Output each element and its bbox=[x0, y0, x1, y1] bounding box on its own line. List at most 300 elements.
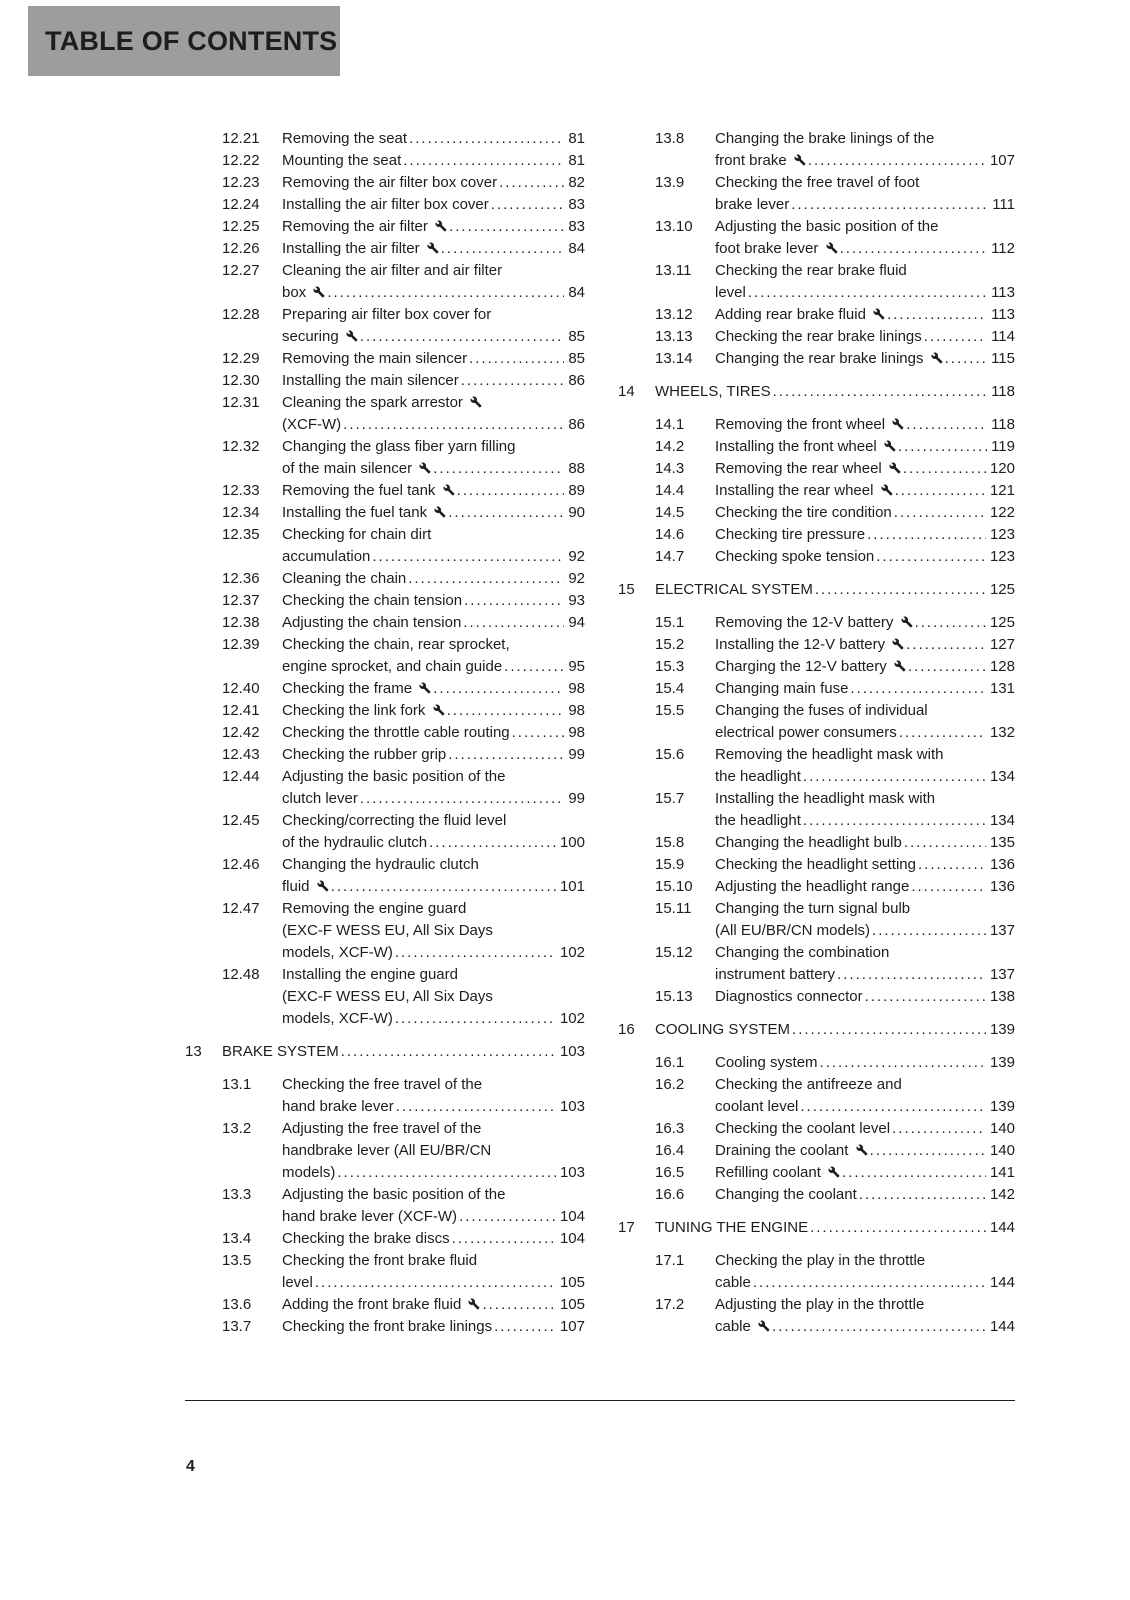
section-title: BRAKE SYSTEM bbox=[222, 1043, 339, 1060]
entry-number: 15.5 bbox=[655, 702, 685, 719]
entry-text: Removing the 12-V battery bbox=[715, 612, 913, 634]
entry-text: (All EU/BR/CN models) bbox=[715, 922, 871, 939]
toc-entry bbox=[185, 348, 585, 370]
entry-number: 13.6 bbox=[222, 1296, 252, 1313]
entry-page-number: 100 bbox=[559, 834, 585, 851]
entry-text: brake lever bbox=[715, 196, 790, 213]
toc-section-entry bbox=[185, 1041, 585, 1063]
wrench-icon bbox=[825, 1162, 840, 1174]
entry-page-number: 90 bbox=[568, 504, 585, 521]
entry-text: accumulation bbox=[282, 548, 371, 565]
toc-entry bbox=[618, 634, 1015, 656]
entry-body bbox=[282, 898, 585, 964]
entry-text: Checking the front brake fluid bbox=[282, 1252, 478, 1269]
entry-text: Checking the rear brake linings bbox=[715, 328, 922, 345]
wrench-icon bbox=[465, 1294, 480, 1306]
dot-leader bbox=[455, 480, 565, 502]
entry-body bbox=[715, 986, 1015, 1008]
entry-number: 12.38 bbox=[222, 614, 260, 631]
entry-text: Checking for chain dirt bbox=[282, 526, 432, 543]
entry-text: Mounting the seat bbox=[282, 152, 402, 169]
entry-text: (EXC-F WESS EU, All Six Days bbox=[282, 988, 493, 1005]
entry-page-number: 135 bbox=[989, 834, 1015, 851]
entry-page-number: 95 bbox=[568, 658, 585, 675]
entry-text: Draining the coolant bbox=[715, 1140, 868, 1162]
dot-leader bbox=[492, 1316, 556, 1338]
entry-page-number: 85 bbox=[568, 350, 585, 367]
entry-number: 16.2 bbox=[655, 1076, 685, 1093]
toc-entry bbox=[618, 876, 1015, 898]
entry-text: Refilling coolant bbox=[715, 1162, 840, 1184]
entry-body bbox=[715, 1074, 1015, 1118]
entry-page-number: 98 bbox=[568, 724, 585, 741]
entry-body bbox=[282, 612, 585, 634]
entry-body bbox=[715, 1140, 1015, 1162]
dot-leader bbox=[393, 1008, 556, 1030]
entry-text: Checking the rubber grip bbox=[282, 746, 447, 763]
entry-number: 17.2 bbox=[655, 1296, 685, 1313]
entry-number: 12.44 bbox=[222, 768, 260, 785]
dot-leader bbox=[427, 832, 556, 854]
entry-text: Changing the brake linings of the bbox=[715, 130, 935, 147]
entry-page-number: 114 bbox=[991, 328, 1015, 345]
entry-number: 14.3 bbox=[655, 460, 685, 477]
section-title: TUNING THE ENGINE bbox=[655, 1219, 809, 1236]
entry-body bbox=[715, 612, 1015, 634]
entry-number: 15.7 bbox=[655, 790, 685, 807]
dot-leader bbox=[857, 1184, 986, 1206]
entry-body bbox=[715, 876, 1015, 898]
dot-leader bbox=[370, 546, 564, 568]
dot-leader bbox=[393, 942, 556, 964]
dot-leader bbox=[446, 502, 564, 524]
entry-text: box bbox=[282, 282, 325, 304]
entry-number: 12.42 bbox=[222, 724, 260, 741]
dot-leader bbox=[801, 810, 986, 832]
entry-text: Adjusting the free travel of the bbox=[282, 1120, 482, 1137]
section-title: WHEELS, TIRES bbox=[655, 383, 771, 400]
entry-number: 12.43 bbox=[222, 746, 260, 763]
dot-leader bbox=[358, 326, 564, 348]
entry-text: Cleaning the chain bbox=[282, 570, 407, 587]
dot-leader bbox=[789, 194, 988, 216]
entry-page-number: 105 bbox=[559, 1296, 585, 1313]
entry-page-number: 82 bbox=[568, 174, 585, 191]
entry-body bbox=[282, 590, 585, 612]
entry-number: 13.3 bbox=[222, 1186, 252, 1203]
entry-body bbox=[715, 480, 1015, 502]
entry-page-number: 104 bbox=[559, 1230, 585, 1247]
wrench-icon bbox=[889, 414, 904, 426]
entry-text: Checking/correcting the fluid level bbox=[282, 812, 507, 829]
entry-body bbox=[282, 216, 585, 238]
entry-number: 14.4 bbox=[655, 482, 685, 499]
entry-text: models, XCF-W) bbox=[282, 944, 393, 961]
entry-page-number: 139 bbox=[989, 1098, 1015, 1115]
toc-entry bbox=[185, 370, 585, 392]
entry-number: 12.29 bbox=[222, 350, 260, 367]
entry-page-number: 131 bbox=[989, 680, 1015, 697]
toc-entry bbox=[618, 304, 1015, 326]
entry-body bbox=[282, 436, 585, 480]
entry-page-number: 125 bbox=[989, 614, 1015, 631]
entry-page-number: 111 bbox=[992, 196, 1015, 213]
dot-leader bbox=[358, 788, 564, 810]
section-number: 14 bbox=[618, 383, 635, 400]
entry-page-number: 139 bbox=[989, 1054, 1015, 1071]
entry-text: Checking the rear brake fluid bbox=[715, 262, 907, 279]
entry-body bbox=[282, 1074, 585, 1118]
toc-entry bbox=[618, 744, 1015, 788]
entry-page-number: 88 bbox=[568, 460, 585, 477]
dot-leader bbox=[459, 370, 565, 392]
dot-leader bbox=[461, 612, 564, 634]
dot-leader bbox=[394, 1096, 556, 1118]
entry-body bbox=[282, 1316, 585, 1338]
toc-entry bbox=[618, 854, 1015, 876]
entry-body bbox=[715, 1162, 1015, 1184]
entry-number: 13.9 bbox=[655, 174, 685, 191]
toc-entry bbox=[185, 194, 585, 216]
entry-page-number: 140 bbox=[989, 1142, 1015, 1159]
entry-number: 12.45 bbox=[222, 812, 260, 829]
entry-body bbox=[282, 194, 585, 216]
entry-body bbox=[715, 832, 1015, 854]
entry-number: 13.5 bbox=[222, 1252, 252, 1269]
dot-leader bbox=[893, 480, 986, 502]
dot-leader bbox=[863, 986, 986, 1008]
dot-leader bbox=[904, 634, 986, 656]
entry-number: 12.47 bbox=[222, 900, 260, 917]
toc-column-right bbox=[618, 128, 1015, 1338]
entry-text: Checking the tire condition bbox=[715, 504, 892, 521]
entry-body bbox=[282, 854, 585, 898]
toc-entry bbox=[185, 436, 585, 480]
dot-leader bbox=[510, 722, 565, 744]
entry-text: Changing the rear brake linings bbox=[715, 348, 943, 370]
dot-leader bbox=[835, 964, 986, 986]
entry-number: 15.3 bbox=[655, 658, 685, 675]
entry-page-number: 89 bbox=[568, 482, 585, 499]
entry-text: Installing the main silencer bbox=[282, 372, 459, 389]
entry-text: Cleaning the air filter and air filter bbox=[282, 262, 503, 279]
entry-number: 13.13 bbox=[655, 328, 693, 345]
entry-text: clutch lever bbox=[282, 790, 358, 807]
dot-leader bbox=[457, 1206, 556, 1228]
dot-leader bbox=[813, 579, 986, 601]
toc-entry bbox=[618, 942, 1015, 986]
entry-body bbox=[715, 524, 1015, 546]
entry-text: Checking the frame bbox=[282, 678, 431, 700]
toc-entry bbox=[185, 1228, 585, 1250]
dot-leader bbox=[943, 348, 987, 370]
entry-page-number: 123 bbox=[989, 548, 1015, 565]
entry-text: Charging the 12-V battery bbox=[715, 656, 906, 678]
entry-number: 16.6 bbox=[655, 1186, 685, 1203]
entry-text: Checking the coolant level bbox=[715, 1120, 891, 1137]
dot-leader bbox=[874, 546, 986, 568]
toc-entry bbox=[618, 326, 1015, 348]
toc-entry bbox=[185, 568, 585, 590]
entry-number: 12.27 bbox=[222, 262, 260, 279]
dot-leader bbox=[439, 238, 565, 260]
dot-leader bbox=[446, 744, 564, 766]
dot-leader bbox=[462, 590, 564, 612]
entry-body bbox=[282, 722, 585, 744]
dot-leader bbox=[502, 656, 564, 678]
entry-body bbox=[715, 744, 1015, 788]
dot-leader bbox=[406, 568, 564, 590]
toc-entry bbox=[185, 810, 585, 854]
entry-number: 15.4 bbox=[655, 680, 685, 697]
entry-text: Adjusting the headlight range bbox=[715, 878, 910, 895]
entry-number: 13.2 bbox=[222, 1120, 252, 1137]
entry-text: hand brake lever (XCF-W) bbox=[282, 1208, 458, 1225]
entry-body bbox=[715, 854, 1015, 876]
entry-text: models) bbox=[282, 1164, 336, 1181]
entry-text: Cooling system bbox=[715, 1054, 818, 1071]
entry-page-number: 98 bbox=[568, 680, 585, 697]
entry-page-number: 118 bbox=[991, 383, 1015, 400]
entry-page-number: 81 bbox=[568, 130, 585, 147]
entry-number: 16.3 bbox=[655, 1120, 685, 1137]
dot-leader bbox=[870, 920, 986, 942]
entry-text: Removing the headlight mask with bbox=[715, 746, 944, 763]
entry-text: Changing the hydraulic clutch bbox=[282, 856, 479, 873]
section-number: 13 bbox=[185, 1043, 202, 1060]
entry-page-number: 102 bbox=[559, 944, 585, 961]
entry-body bbox=[715, 502, 1015, 524]
toc-entry bbox=[618, 1118, 1015, 1140]
wrench-icon bbox=[791, 150, 806, 162]
entry-text: hand brake lever bbox=[282, 1098, 394, 1115]
entry-page-number: 93 bbox=[568, 592, 585, 609]
entry-text: Removing the air filter box cover bbox=[282, 174, 498, 191]
entry-text: Changing the fuses of individual bbox=[715, 702, 928, 719]
wrench-icon bbox=[440, 480, 455, 492]
toc-entry bbox=[618, 788, 1015, 832]
entry-number: 12.22 bbox=[222, 152, 260, 169]
dot-leader bbox=[770, 1316, 986, 1338]
section-title: COOLING SYSTEM bbox=[655, 1021, 791, 1038]
entry-number: 16.5 bbox=[655, 1164, 685, 1181]
entry-text: cable bbox=[715, 1274, 751, 1291]
toc-entry bbox=[618, 458, 1015, 480]
toc-entry bbox=[185, 700, 585, 722]
entry-number: 12.35 bbox=[222, 526, 260, 543]
entry-text: fluid bbox=[282, 876, 329, 898]
dot-leader bbox=[904, 414, 987, 436]
entry-body bbox=[715, 634, 1015, 656]
entry-number: 15.11 bbox=[655, 900, 692, 917]
entry-body bbox=[715, 1294, 1015, 1338]
entry-page-number: 83 bbox=[568, 218, 585, 235]
entry-number: 14.6 bbox=[655, 526, 685, 543]
toc-entry bbox=[618, 348, 1015, 370]
entry-text: the headlight bbox=[715, 812, 801, 829]
entry-page-number: 144 bbox=[989, 1219, 1015, 1236]
wrench-icon bbox=[928, 348, 943, 360]
dot-leader bbox=[313, 1272, 556, 1294]
entry-page-number: 86 bbox=[568, 416, 585, 433]
dot-leader bbox=[407, 128, 564, 150]
entry-text: Checking the throttle cable routing bbox=[282, 724, 510, 741]
wrench-icon bbox=[432, 216, 447, 228]
entry-body bbox=[715, 1118, 1015, 1140]
entry-text: Checking the antifreeze and bbox=[715, 1076, 902, 1093]
dot-leader bbox=[480, 1294, 556, 1316]
entry-body bbox=[715, 216, 1015, 260]
toc-entry bbox=[185, 502, 585, 524]
entry-number: 13.8 bbox=[655, 130, 685, 147]
toc-entry bbox=[618, 986, 1015, 1008]
entry-body bbox=[282, 480, 585, 502]
toc-entry bbox=[185, 1294, 585, 1316]
dot-leader bbox=[848, 678, 986, 700]
wrench-icon bbox=[898, 612, 913, 624]
entry-number: 15.8 bbox=[655, 834, 685, 851]
entry-page-number: 84 bbox=[568, 284, 585, 301]
entry-text: Changing the glass fiber yarn filling bbox=[282, 438, 516, 455]
entry-number: 16.4 bbox=[655, 1142, 685, 1159]
toc-entry bbox=[618, 260, 1015, 304]
toc-entry bbox=[185, 1184, 585, 1228]
dot-leader bbox=[806, 150, 986, 172]
entry-body bbox=[715, 678, 1015, 700]
entry-text: Removing the front wheel bbox=[715, 414, 904, 436]
entry-page-number: 102 bbox=[559, 1010, 585, 1027]
entry-text: (XCF-W) bbox=[282, 416, 342, 433]
entry-body bbox=[715, 700, 1015, 744]
page-header bbox=[28, 6, 340, 76]
entry-page-number: 132 bbox=[989, 724, 1015, 741]
entry-text: Installing the air filter box cover bbox=[282, 196, 489, 213]
dot-leader bbox=[447, 216, 564, 238]
dot-leader bbox=[885, 304, 987, 326]
entry-number: 12.39 bbox=[222, 636, 260, 653]
entry-text: Changing the turn signal bulb bbox=[715, 900, 911, 917]
entry-text: Checking the free travel of the bbox=[282, 1076, 483, 1093]
entry-number: 14.1 bbox=[655, 416, 685, 433]
entry-text: Installing the engine guard bbox=[282, 966, 458, 983]
toc-entry bbox=[618, 436, 1015, 458]
dot-leader bbox=[896, 436, 987, 458]
wrench-icon bbox=[416, 458, 431, 470]
dot-leader bbox=[325, 282, 564, 304]
entry-page-number: 137 bbox=[989, 922, 1015, 939]
entry-text: coolant level bbox=[715, 1098, 799, 1115]
dot-leader bbox=[838, 238, 988, 260]
entry-body bbox=[282, 678, 585, 700]
entry-text: cable bbox=[715, 1316, 770, 1338]
entry-number: 12.26 bbox=[222, 240, 260, 257]
wrench-icon bbox=[853, 1140, 868, 1152]
toc-entry bbox=[185, 1316, 585, 1338]
toc-entry bbox=[185, 722, 585, 744]
entry-body bbox=[222, 1041, 585, 1063]
wrench-icon bbox=[430, 700, 445, 712]
entry-page-number: 112 bbox=[991, 240, 1015, 257]
entry-number: 14.7 bbox=[655, 548, 685, 565]
dot-leader bbox=[909, 876, 986, 898]
entry-text: Checking the play in the throttle bbox=[715, 1252, 926, 1269]
entry-page-number: 134 bbox=[989, 812, 1015, 829]
entry-number: 15.6 bbox=[655, 746, 685, 763]
entry-page-number: 123 bbox=[989, 526, 1015, 543]
entry-text: Installing the 12-V battery bbox=[715, 634, 904, 656]
dot-leader bbox=[445, 700, 565, 722]
entry-body bbox=[282, 1184, 585, 1228]
entry-text: Removing the seat bbox=[282, 130, 408, 147]
toc-entry bbox=[185, 964, 585, 1030]
entry-page-number: 141 bbox=[989, 1164, 1015, 1181]
wrench-icon bbox=[343, 326, 358, 338]
entry-page-number: 107 bbox=[559, 1318, 585, 1335]
entry-page-number: 81 bbox=[568, 152, 585, 169]
entry-number: 12.32 bbox=[222, 438, 260, 455]
entry-page-number: 86 bbox=[568, 372, 585, 389]
entry-number: 13.12 bbox=[655, 306, 693, 323]
entry-text: Checking the chain, rear sprocket, bbox=[282, 636, 510, 653]
entry-body bbox=[715, 304, 1015, 326]
entry-page-number: 84 bbox=[568, 240, 585, 257]
entry-number: 12.40 bbox=[222, 680, 260, 697]
entry-number: 14.5 bbox=[655, 504, 685, 521]
entry-body bbox=[282, 634, 585, 678]
entry-body bbox=[282, 524, 585, 568]
dot-leader bbox=[916, 854, 986, 876]
dot-leader bbox=[892, 502, 986, 524]
entry-text: Removing the fuel tank bbox=[282, 480, 455, 502]
toc-entry bbox=[185, 150, 585, 172]
entry-text: Adding rear brake fluid bbox=[715, 304, 885, 326]
entry-body bbox=[282, 1118, 585, 1184]
entry-number: 12.28 bbox=[222, 306, 260, 323]
dot-leader bbox=[341, 414, 564, 436]
toc-section-entry bbox=[618, 1019, 1015, 1041]
entry-page-number: 140 bbox=[989, 1120, 1015, 1137]
entry-body bbox=[282, 700, 585, 722]
section-number: 15 bbox=[618, 581, 635, 598]
entry-number: 13.4 bbox=[222, 1230, 252, 1247]
entry-text: securing bbox=[282, 326, 358, 348]
entry-text: Checking the free travel of foot bbox=[715, 174, 920, 191]
entry-page-number: 125 bbox=[989, 581, 1015, 598]
entry-body bbox=[715, 436, 1015, 458]
toc-entry bbox=[618, 1294, 1015, 1338]
entry-page-number: 136 bbox=[989, 856, 1015, 873]
wrench-icon bbox=[314, 876, 329, 888]
toc-entry bbox=[618, 1250, 1015, 1294]
wrench-icon bbox=[886, 458, 901, 470]
entry-text: Adjusting the basic position of the bbox=[282, 768, 506, 785]
entry-body bbox=[282, 348, 585, 370]
entry-text: (EXC-F WESS EU, All Six Days bbox=[282, 922, 493, 939]
entry-page-number: 101 bbox=[559, 878, 585, 895]
entry-text: Checking the chain tension bbox=[282, 592, 463, 609]
page-title: TABLE OF CONTENTS bbox=[45, 25, 338, 56]
entry-body bbox=[715, 1250, 1015, 1294]
section-number: 16 bbox=[618, 1021, 635, 1038]
entry-body bbox=[715, 898, 1015, 942]
toc-entry bbox=[185, 304, 585, 348]
entry-text: Adjusting the basic position of the bbox=[282, 1186, 506, 1203]
entry-text: Checking the brake discs bbox=[282, 1230, 450, 1247]
toc-entry bbox=[185, 1074, 585, 1118]
entry-text: level bbox=[715, 284, 746, 301]
entry-page-number: 92 bbox=[568, 570, 585, 587]
entry-body bbox=[655, 1019, 1015, 1041]
